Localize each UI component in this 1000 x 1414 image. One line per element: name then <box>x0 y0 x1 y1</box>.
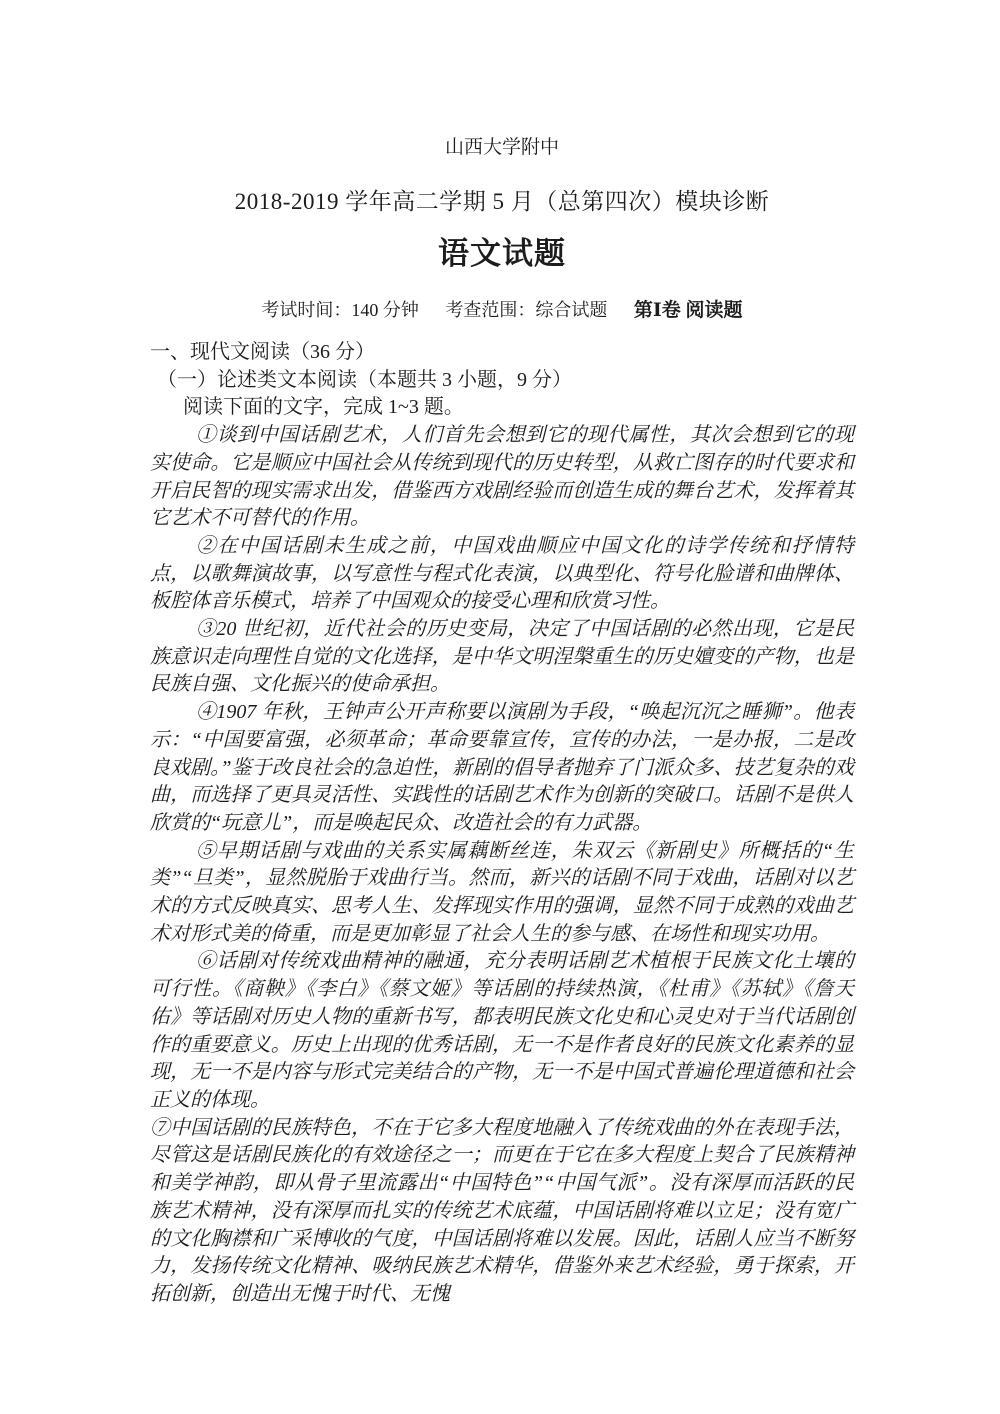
passage-paragraph-5: ⑤早期话剧与戏曲的关系实属藕断丝连，朱双云《新剧史》所概括的“生类”“旦类”，显然脱胎于戏曲行当。然而，新兴的话剧不同于戏曲，话剧对以艺术的方式反映真实、思考人生、发挥现实作用的强调，显然不同于成熟的戏曲艺术对形式美的倚重，而是更加彰显了社会人生的参与感、在场性和现实功用。 <box>150 839 854 945</box>
passage-paragraph-7: ⑦中国话剧的民族特色，不在于它多大程度地融入了传统戏曲的外在表现手法，尽管这是话剧民族化的有效途径之一；而更在于它在多大程度上契合了民族精神和美学神韵，即从骨子里流露出“中国特色”“中国气派”。没有深厚而活跃的民族艺术精神，没有深厚而扎实的传统艺术底蕴，中国话剧将难以立足；没有宽广的文化胸襟和广采博收的气度，中国话剧将难以发展。因此，话剧人应当不断努力，发扬传统文化精神、吸纳民族艺术精华，借鉴外来艺术经验，勇于探索，开拓创新，创造出无愧于时代、无愧 <box>150 1116 854 1305</box>
school-name: 山西大学附中 <box>444 137 559 158</box>
subject-title: 语文试题 <box>438 236 566 271</box>
exam-scope-label: 考查范围：综合试题 <box>445 300 608 320</box>
volume-one-label: 第Ⅰ卷 阅读题 <box>633 300 743 321</box>
passage-content <box>150 339 854 1309</box>
passage-paragraph-6: ⑥话剧对传统戏曲精神的融通，充分表明话剧艺术植根于民族文化土壤的可行性。《商鞅》《李白》《蔡文姬》等话剧的持续热演，《杜甫》《苏轼》《詹天佑》等话剧对历史人物的重新书写，都表明民族文化史和心灵史对于当代话剧创作的重要意义。历史上出现的优秀话剧，无一不是作者良好的民族文化素养的显现，无一不是内容与形式完美结合的产物，无一不是中国式普遍伦理道德和社会正义的体现。 <box>150 950 854 1111</box>
exam-meta-line <box>150 298 854 323</box>
section-heading-modern-reading: 一、现代文阅读（36 分） <box>150 341 375 363</box>
passage-paragraph-2: ②在中国话剧未生成之前，中国戏曲顺应中国文化的诗学传统和抒情特点，以歌舞演故事，以写意性与程式化表演，以典型化、符号化脸谱和曲牌体、板腔体音乐模式，培养了中国观众的接受心理和欣赏习性。 <box>150 534 854 613</box>
exam-duration-label: 考试时间：140 分钟 <box>261 300 419 320</box>
subsection-heading-argumentative-reading: （一）论述类文本阅读（本题共 3 小题，9 分） <box>157 368 572 391</box>
passage-paragraph-4: ④1907 年秋，王钟声公开声称要以演剧为手段，“唤起沉沉之睡狮”。他表示：“中国要富强，必须革命；革命要靠宣传，宣传的办法，一是办报，二是改良戏剧。”鉴于改良社会的急迫性，新剧的倡导者抛弃了门派众多、技艺复杂的戏曲，而选择了更具灵活性、实践性的话剧艺术作为创新的突破口。话剧不是供人欣赏的“玩意儿”，而是唤起民众、改造社会的有力武器。 <box>150 701 854 834</box>
reading-instruction: 阅读下面的文字，完成 1~3 题。 <box>183 396 464 419</box>
passage-paragraph-1: ①谈到中国话剧艺术，人们首先会想到它的现代属性，其次会想到它的现实使命。它是顺应中国社会从传统到现代的历史转型，从救亡图存的时代要求和开启民智的现实需求出发，借鉴西方戏剧经验而创造生成的舞台艺术，发挥着其它艺术不可替代的作用。 <box>150 424 854 530</box>
passage-paragraph-3: ③20 世纪初，近代社会的历史变局，决定了中国话剧的必然出现，它是民族意识走向理性自觉的文化选择，是中华文明涅槃重生的历史嬗变的产物，也是民族自强、文化振兴的使命承担。 <box>150 618 854 696</box>
exam-session-title: 2018-2019 学年高二学期 5 月（总第四次）模块诊断 <box>234 189 770 214</box>
